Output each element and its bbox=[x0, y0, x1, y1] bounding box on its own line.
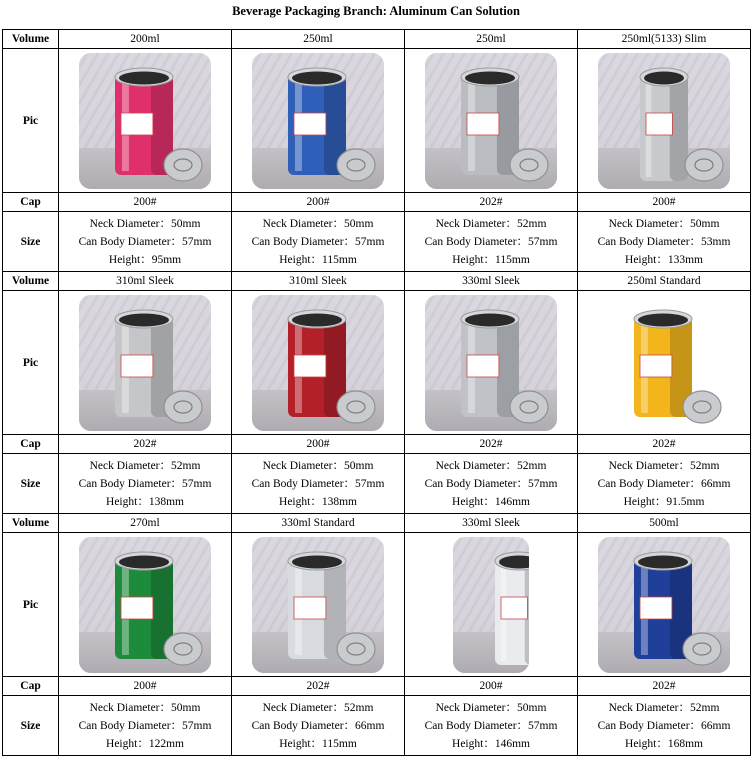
pic-label: Pic bbox=[3, 291, 59, 435]
cap-cell: 200# bbox=[232, 435, 405, 454]
height-value: 146mm bbox=[494, 737, 530, 750]
pic-cell bbox=[578, 533, 751, 677]
neck-caption: Neck Diameter： bbox=[89, 217, 172, 230]
cap-cell: 200# bbox=[59, 193, 232, 212]
body-value: 57mm bbox=[182, 477, 212, 490]
body-line bbox=[232, 233, 404, 251]
body-line bbox=[405, 233, 577, 251]
can-photo-red bbox=[252, 295, 384, 431]
volume-row bbox=[3, 30, 751, 49]
volume-cell: 330ml Sleek bbox=[405, 514, 578, 533]
body-line bbox=[405, 475, 577, 493]
size-cell bbox=[232, 454, 405, 514]
height-value: 95mm bbox=[151, 253, 182, 266]
body-value: 57mm bbox=[528, 477, 558, 490]
height-caption: Height： bbox=[106, 737, 149, 750]
size-cell bbox=[405, 696, 578, 756]
body-line bbox=[578, 475, 750, 493]
neck-line bbox=[59, 215, 231, 233]
cap-cell: 202# bbox=[578, 435, 751, 454]
body-line bbox=[578, 717, 750, 735]
can-illustration-icon bbox=[79, 537, 211, 673]
body-line bbox=[578, 233, 750, 251]
body-value: 57mm bbox=[182, 719, 212, 732]
pic-cell bbox=[59, 533, 232, 677]
neck-value: 50mm bbox=[171, 701, 201, 714]
neck-value: 52mm bbox=[690, 701, 720, 714]
height-value: 115mm bbox=[495, 253, 530, 266]
neck-value: 50mm bbox=[344, 459, 374, 472]
volume-cell: 330ml Standard bbox=[232, 514, 405, 533]
volume-cell: 250ml bbox=[232, 30, 405, 49]
size-row bbox=[3, 696, 751, 756]
neck-value: 50mm bbox=[690, 217, 720, 230]
cap-cell: 200# bbox=[578, 193, 751, 212]
height-caption: Height： bbox=[279, 495, 322, 508]
neck-line bbox=[405, 215, 577, 233]
can-photo-silver-cyan bbox=[425, 295, 557, 431]
body-value: 57mm bbox=[528, 719, 558, 732]
neck-value: 52mm bbox=[690, 459, 720, 472]
size-cell bbox=[578, 696, 751, 756]
can-photo-blue-silver bbox=[252, 53, 384, 189]
neck-caption: Neck Diameter： bbox=[608, 217, 691, 230]
body-value: 66mm bbox=[701, 719, 731, 732]
can-illustration-icon bbox=[79, 53, 211, 189]
size-label: Size bbox=[3, 696, 59, 756]
page-title: Beverage Packaging Branch: Aluminum Can Solution bbox=[232, 4, 520, 18]
neck-value: 50mm bbox=[517, 701, 547, 714]
neck-value: 52mm bbox=[344, 701, 374, 714]
can-photo-blue-gold bbox=[598, 537, 730, 673]
neck-caption: Neck Diameter： bbox=[608, 459, 691, 472]
size-label: Size bbox=[3, 212, 59, 272]
volume-label: Volume bbox=[3, 514, 59, 533]
cap-row bbox=[3, 193, 751, 212]
volume-cell: 270ml bbox=[59, 514, 232, 533]
can-illustration-icon bbox=[252, 537, 384, 673]
height-value: 138mm bbox=[321, 495, 357, 508]
height-value: 91.5mm bbox=[666, 495, 705, 508]
volume-label: Volume bbox=[3, 30, 59, 49]
pic-row bbox=[3, 291, 751, 435]
size-cell bbox=[405, 212, 578, 272]
body-caption: Can Body Diameter： bbox=[78, 477, 183, 490]
neck-value: 50mm bbox=[171, 217, 201, 230]
body-value: 66mm bbox=[355, 719, 385, 732]
neck-caption: Neck Diameter： bbox=[262, 701, 345, 714]
pic-row bbox=[3, 533, 751, 677]
cap-cell: 202# bbox=[59, 435, 232, 454]
can-photo-green bbox=[79, 537, 211, 673]
height-value: 115mm bbox=[322, 737, 357, 750]
height-value: 168mm bbox=[667, 737, 703, 750]
height-line bbox=[232, 251, 404, 269]
neck-value: 52mm bbox=[517, 217, 547, 230]
can-illustration-icon bbox=[79, 295, 211, 431]
neck-caption: Neck Diameter： bbox=[435, 217, 518, 230]
size-cell bbox=[405, 454, 578, 514]
pic-cell bbox=[578, 49, 751, 193]
height-line bbox=[232, 493, 404, 511]
pic-cell bbox=[405, 533, 578, 677]
body-value: 57mm bbox=[528, 235, 558, 248]
neck-line bbox=[232, 215, 404, 233]
can-illustration-icon bbox=[425, 295, 557, 431]
pic-row bbox=[3, 49, 751, 193]
neck-value: 52mm bbox=[517, 459, 547, 472]
neck-line bbox=[59, 457, 231, 475]
body-line bbox=[232, 717, 404, 735]
body-line bbox=[232, 475, 404, 493]
body-value: 53mm bbox=[701, 235, 731, 248]
cap-cell: 200# bbox=[59, 677, 232, 696]
body-caption: Can Body Diameter： bbox=[78, 719, 183, 732]
body-caption: Can Body Diameter： bbox=[251, 719, 356, 732]
cap-row bbox=[3, 435, 751, 454]
cap-cell: 200# bbox=[232, 193, 405, 212]
neck-line bbox=[578, 215, 750, 233]
volume-cell: 250ml Standard bbox=[578, 272, 751, 291]
body-caption: Can Body Diameter： bbox=[424, 235, 529, 248]
cap-cell: 202# bbox=[232, 677, 405, 696]
height-line bbox=[405, 493, 577, 511]
height-value: 115mm bbox=[322, 253, 357, 266]
height-caption: Height： bbox=[452, 253, 496, 266]
body-caption: Can Body Diameter： bbox=[424, 477, 529, 490]
body-caption: Can Body Diameter： bbox=[251, 477, 356, 490]
pic-cell bbox=[405, 291, 578, 435]
pic-label: Pic bbox=[3, 49, 59, 193]
neck-value: 52mm bbox=[171, 459, 201, 472]
height-line bbox=[578, 251, 750, 269]
neck-line bbox=[232, 457, 404, 475]
body-line bbox=[405, 717, 577, 735]
height-caption: Height： bbox=[625, 737, 668, 750]
neck-line bbox=[59, 699, 231, 717]
pic-cell bbox=[232, 49, 405, 193]
cap-label: Cap bbox=[3, 677, 59, 696]
height-line bbox=[578, 735, 750, 753]
height-caption: Height： bbox=[623, 495, 667, 508]
neck-caption: Neck Diameter： bbox=[89, 459, 172, 472]
volume-cell: 330ml Sleek bbox=[405, 272, 578, 291]
can-photo-silver bbox=[425, 53, 557, 189]
can-illustration-icon bbox=[598, 53, 730, 189]
can-illustration-icon bbox=[598, 295, 730, 431]
cap-row bbox=[3, 677, 751, 696]
can-illustration-icon bbox=[252, 53, 384, 189]
pic-label: Pic bbox=[3, 533, 59, 677]
can-illustration-icon bbox=[425, 53, 557, 189]
size-cell bbox=[59, 454, 232, 514]
body-line bbox=[59, 475, 231, 493]
volume-cell: 250ml bbox=[405, 30, 578, 49]
can-photo-silver-slim bbox=[598, 53, 730, 189]
height-line bbox=[59, 493, 231, 511]
height-value: 133mm bbox=[667, 253, 703, 266]
neck-value: 50mm bbox=[344, 217, 374, 230]
can-spec-table bbox=[2, 29, 751, 756]
volume-cell: 500ml bbox=[578, 514, 751, 533]
size-label: Size bbox=[3, 454, 59, 514]
height-line bbox=[405, 251, 577, 269]
neck-line bbox=[578, 699, 750, 717]
can-photo-pink bbox=[79, 53, 211, 189]
can-photo-white bbox=[252, 537, 384, 673]
neck-line bbox=[232, 699, 404, 717]
size-cell bbox=[59, 696, 232, 756]
pic-cell bbox=[59, 49, 232, 193]
neck-line bbox=[405, 699, 577, 717]
cap-label: Cap bbox=[3, 193, 59, 212]
height-caption: Height： bbox=[452, 737, 495, 750]
height-line bbox=[59, 251, 231, 269]
size-cell bbox=[232, 696, 405, 756]
height-caption: Height： bbox=[452, 495, 495, 508]
height-value: 138mm bbox=[148, 495, 184, 508]
height-caption: Height： bbox=[108, 253, 152, 266]
volume-cell: 200ml bbox=[59, 30, 232, 49]
body-line bbox=[59, 233, 231, 251]
cap-cell: 202# bbox=[578, 677, 751, 696]
volume-row bbox=[3, 272, 751, 291]
pic-cell bbox=[232, 291, 405, 435]
volume-cell: 310ml Sleek bbox=[232, 272, 405, 291]
neck-caption: Neck Diameter： bbox=[89, 701, 172, 714]
can-photo-silver bbox=[79, 295, 211, 431]
volume-cell: 310ml Sleek bbox=[59, 272, 232, 291]
neck-caption: Neck Diameter： bbox=[262, 459, 345, 472]
cap-label: Cap bbox=[3, 435, 59, 454]
volume-cell: 250ml(5133) Slim bbox=[578, 30, 751, 49]
pic-cell bbox=[59, 291, 232, 435]
can-photo-gold bbox=[598, 295, 730, 431]
neck-caption: Neck Diameter： bbox=[262, 217, 345, 230]
height-line bbox=[405, 735, 577, 753]
body-caption: Can Body Diameter： bbox=[597, 719, 702, 732]
body-value: 66mm bbox=[701, 477, 731, 490]
body-caption: Can Body Diameter： bbox=[597, 477, 702, 490]
height-caption: Height： bbox=[279, 253, 323, 266]
height-value: 122mm bbox=[148, 737, 184, 750]
neck-caption: Neck Diameter： bbox=[435, 701, 518, 714]
body-value: 57mm bbox=[355, 235, 385, 248]
height-caption: Height： bbox=[625, 253, 668, 266]
neck-caption: Neck Diameter： bbox=[608, 701, 691, 714]
height-caption: Height： bbox=[106, 495, 149, 508]
body-line bbox=[59, 717, 231, 735]
can-illustration-icon bbox=[598, 537, 730, 673]
pic-cell bbox=[405, 49, 578, 193]
can-illustration-icon bbox=[252, 295, 384, 431]
body-caption: Can Body Diameter： bbox=[597, 235, 702, 248]
height-caption: Height： bbox=[279, 737, 323, 750]
size-cell bbox=[232, 212, 405, 272]
pic-cell bbox=[578, 291, 751, 435]
volume-label: Volume bbox=[3, 272, 59, 291]
body-caption: Can Body Diameter： bbox=[424, 719, 529, 732]
height-line bbox=[232, 735, 404, 753]
pic-cell bbox=[232, 533, 405, 677]
size-cell bbox=[59, 212, 232, 272]
cap-cell: 202# bbox=[405, 193, 578, 212]
cap-cell: 200# bbox=[405, 677, 578, 696]
height-value: 146mm bbox=[494, 495, 530, 508]
cap-cell: 202# bbox=[405, 435, 578, 454]
size-row bbox=[3, 454, 751, 514]
body-caption: Can Body Diameter： bbox=[78, 235, 183, 248]
size-cell bbox=[578, 454, 751, 514]
neck-line bbox=[578, 457, 750, 475]
height-line bbox=[59, 735, 231, 753]
body-value: 57mm bbox=[182, 235, 212, 248]
size-cell bbox=[578, 212, 751, 272]
can-illustration-icon bbox=[453, 537, 529, 673]
body-caption: Can Body Diameter： bbox=[251, 235, 356, 248]
body-value: 57mm bbox=[355, 477, 385, 490]
neck-caption: Neck Diameter： bbox=[435, 459, 518, 472]
neck-line bbox=[405, 457, 577, 475]
height-line bbox=[578, 493, 750, 511]
volume-row bbox=[3, 514, 751, 533]
can-photo-white-sleek bbox=[453, 537, 529, 673]
size-row bbox=[3, 212, 751, 272]
